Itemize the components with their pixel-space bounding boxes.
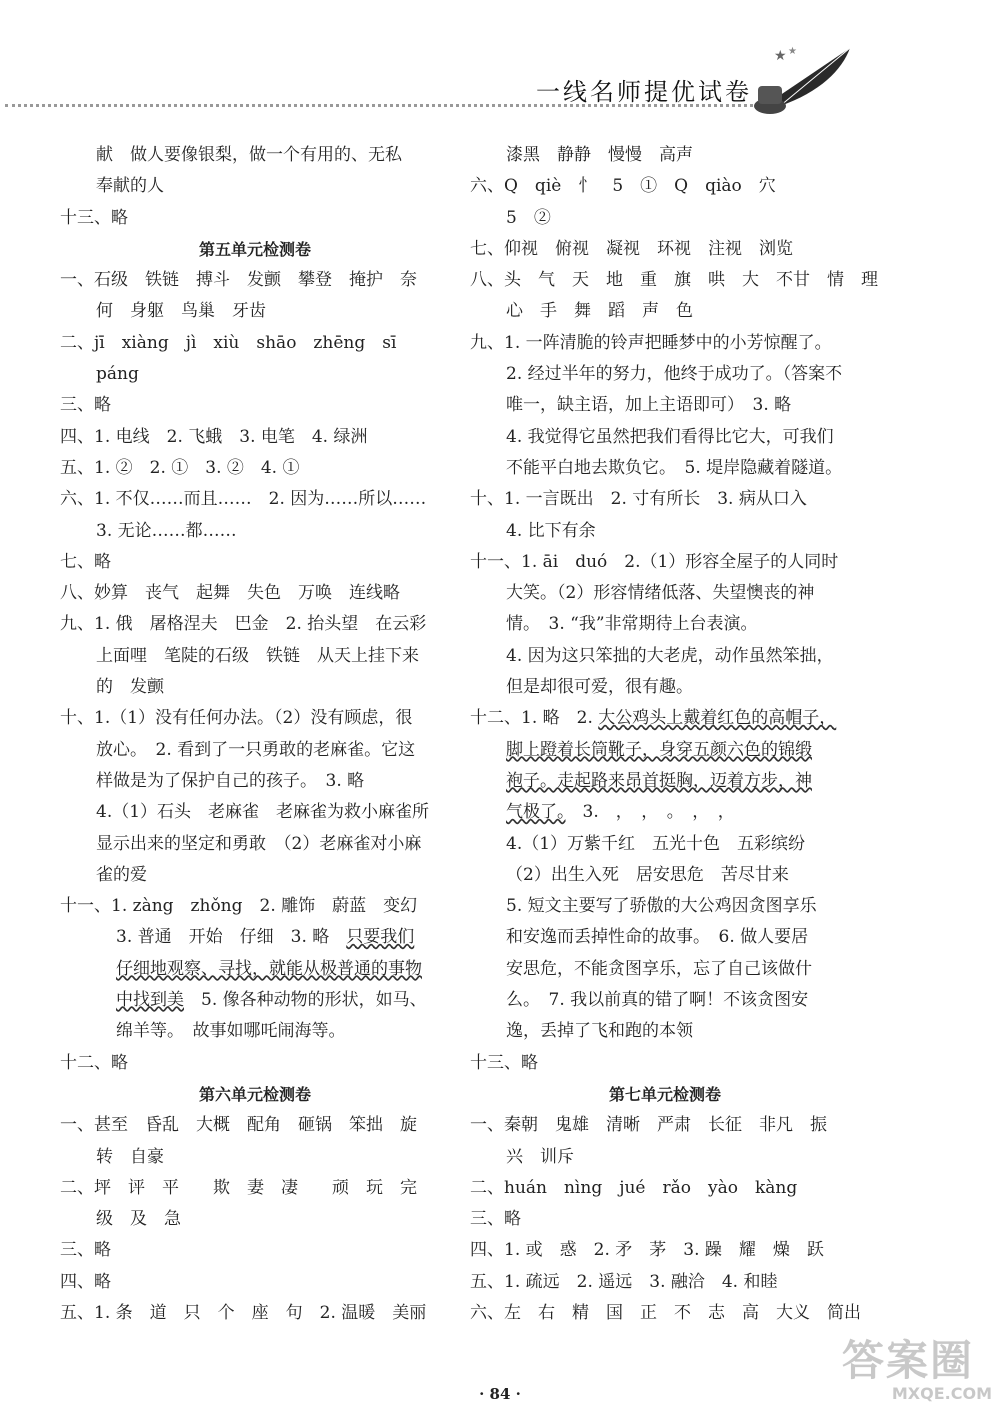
answer-text: 上面哩 笔陡的石级 铁链 从天上挂下来 [96,645,419,666]
answer-line [60,735,450,766]
answer-text: 级 及 急 [96,1209,181,1230]
answer-line [60,985,450,1016]
answer-line [60,1110,450,1141]
answer-text: 九、1. 一阵清脆的铃声把睡梦中的小芳惊醒了。 [470,332,832,353]
answer-line [60,328,450,359]
answer-text: 五、1. 条 道 只 个 座 句 2. 温暖 美丽 [60,1302,427,1323]
underlined-text: 气极了。 [506,802,566,823]
answer-text: 兴 训斥 [506,1146,574,1167]
answer-line [60,641,450,672]
answer-line [60,1235,450,1266]
answer-line [470,985,860,1016]
watermark [842,1338,992,1410]
section-heading [60,234,450,265]
section-heading [470,1079,860,1110]
watermark-main: 答案圈 [842,1336,975,1385]
answer-line [470,359,860,390]
answer-text: 八、妙算 丧气 起舞 失色 万唤 连线略 [60,583,400,604]
answer-text: 4. 比下有余 [506,520,596,541]
answer-line [60,359,450,390]
answer-line [60,1142,450,1173]
answer-line [470,422,860,453]
answer-text: páng [96,364,139,385]
answer-text: 十三、略 [60,207,128,228]
answer-line [60,954,450,985]
answer-text: 一、石级 铁链 搏斗 发颤 攀登 掩护 奈 [60,270,417,291]
underlined-text: 中找到美 [116,990,184,1011]
answer-text: 逸，丢掉了飞和跑的本领 [506,1021,693,1042]
answer-text: 四、1. 电线 2. 飞蛾 3. 电笔 4. 绿洲 [60,426,368,447]
page-header [0,0,1000,120]
answer-line [470,203,860,234]
answer-line [470,1110,860,1141]
answer-text: 4.（1）万紫千红 五光十色 五彩缤纷 [506,833,806,854]
answer-text: 七、略 [60,551,111,572]
answer-text: 八、头 气 天 地 重 旗 哄 大 不甘 情 理 [470,270,878,291]
answer-text: 不能平白地去欺负它。 5. 堤岸隐藏着隧道。 [506,457,843,478]
page-number: · 84 · [479,1385,521,1403]
answer-text: 5 ② [506,207,551,228]
answer-line [60,1204,450,1235]
answer-line [470,703,860,734]
answer-line [470,1142,860,1173]
answer-text: 十二、1. 略 2. [470,708,599,729]
answer-line [470,1267,860,1298]
answer-line [60,672,450,703]
answer-text: 十、1. 一言既出 2. 寸有所长 3. 病从口入 [470,489,807,510]
answer-text: 3. 普通 开始 仔细 3. 略 [116,927,347,948]
answer-line [470,860,860,891]
answer-text: 情。 3. “我”非常期待上台表演。 [506,614,758,635]
answer-text: 何 身躯 鸟巢 牙齿 [96,301,266,322]
underlined-text: 只要我们 [346,927,415,948]
answer-text: 四、略 [60,1271,111,1292]
answer-text: 第五单元检测卷 [198,239,311,259]
answer-text: 二、huán nìng jué rǎo yào kàng [470,1177,798,1198]
answer-line [470,484,860,515]
answer-text: 五、1. ② 2. ① 3. ② 4. ① [60,457,300,478]
svg-text:★: ★ [788,46,797,57]
answer-line [470,1298,860,1329]
answer-line [470,328,860,359]
answer-line [470,578,860,609]
answer-text: 第六单元检测卷 [198,1084,311,1104]
answer-text: 一、甚至 昏乱 大概 配角 砸锅 笨拙 旋 [60,1115,417,1136]
answer-line [470,1016,860,1047]
answer-text: 3. 无论……都…… [96,520,237,541]
answer-line [470,390,860,421]
quill-pen-icon [750,40,860,120]
underlined-text: 大公鸡头上戴着红色的高帽子， [598,708,837,729]
answer-text: 显示出来的坚定和勇敢 （2）老麻雀对小麻 [96,833,422,854]
answer-text: 5. 短文主要写了骄傲的大公鸡因贪图享乐 [506,896,817,917]
answer-text: 但是却很可爱，很有趣。 [506,677,693,698]
answer-line [60,797,450,828]
answer-line [470,641,860,672]
answer-line [470,891,860,922]
answer-text: 3. ， ， 。 ， ， [565,802,735,823]
answer-line [60,1016,450,1047]
answer-line [60,203,450,234]
answer-line [470,516,860,547]
section-heading [60,1079,450,1110]
answer-text: 雀的爱 [96,864,147,885]
answer-text: 十三、略 [470,1052,538,1073]
answer-text: 4.（1）石头 老麻雀 老麻雀为救小麻雀所 [96,802,430,823]
answer-text: 七、仰视 俯视 凝视 环视 注视 浏览 [470,238,793,259]
answer-text: 么。 7. 我以前真的错了啊！不该贪图安 [506,990,809,1011]
answer-line [60,1298,450,1329]
answer-text: 六、Q qiè 忄 5 ① Q qiào 穴 [470,176,776,197]
header-title: 一线名师提优试卷 [536,78,752,106]
answer-text: 大笑。（2）形容情绪低落、失望懊丧的神 [506,583,815,604]
answer-text: 安思危，不能贪图享乐，忘了自己该做什 [506,958,812,979]
answer-text: 五、1. 疏远 2. 遥远 3. 融洽 4. 和睦 [470,1271,778,1292]
answer-text: 十二、略 [60,1052,128,1073]
answer-text: 十一、1. āi duó 2.（1）形容全屋子的人同时 [470,551,839,572]
answer-line [60,484,450,515]
underlined-text: 脚上蹬着长筒靴子，身穿五颜六色的锦缎 [506,739,812,760]
answer-line [60,860,450,891]
underlined-text: 袍子。走起路来昂首挺胸，迈着方步，神 [506,770,812,791]
answer-line [60,891,450,922]
answer-line [470,1235,860,1266]
answer-line [470,829,860,860]
answer-text: 二、jī xiàng jì xiù shāo zhēng sī [60,332,397,353]
answer-line [470,735,860,766]
answer-line [470,797,860,828]
answer-text: 样做是为了保护自己的孩子。 3. 略 [96,770,365,791]
answer-line [60,766,450,797]
answer-line [470,766,860,797]
answer-line [470,140,860,171]
answer-line [60,171,450,202]
answer-line [60,703,450,734]
answer-line [470,954,860,985]
answer-line [60,516,450,547]
right-column [470,140,878,1329]
answer-text: 三、略 [470,1209,521,1230]
answer-text: 二、坪 评 平 欺 妻 凄 顽 玩 完 [60,1177,417,1198]
left-column [60,140,450,1329]
answer-text: 六、1. 不仅……而且…… 2. 因为……所以…… [60,489,427,510]
answer-line [470,234,860,265]
answer-line [60,829,450,860]
answer-text: 的 发颤 [96,677,164,698]
answer-line [470,1173,860,1204]
answer-text: 绵羊等。 故事如哪吒闹海等。 [116,1021,346,1042]
answer-line [470,609,860,640]
answer-text: 奉献的人 [96,176,164,197]
answer-text: 献 做人要像银梨，做一个有用的、无私 [96,145,402,165]
answer-line [60,578,450,609]
watermark-sub: MXQE.COM [891,1384,992,1403]
answer-line [470,453,860,484]
answer-line [60,453,450,484]
answer-text: 转 自豪 [96,1146,164,1167]
answer-text: 十一、1. zàng zhǒng 2. 雕饰 蔚蓝 变幻 [60,896,418,917]
answer-line [60,422,450,453]
answer-text: 六、左 右 精 国 正 不 志 高 大义 简出 [470,1302,861,1323]
answer-line [470,1048,860,1079]
answer-text: 漆黑 静静 慢慢 高声 [506,145,693,165]
answer-text: 三、略 [60,1240,111,1261]
answer-text: 放心。 2. 看到了一只勇敢的老麻雀。它这 [96,739,416,760]
answer-line [470,1204,860,1235]
answer-line [60,390,450,421]
answer-line [60,296,450,327]
answer-text: 唯一，缺主语，加上主语即可） 3. 略 [506,395,792,416]
answer-text: 4. 因为这只笨拙的大老虎，动作虽然笨拙， [506,645,834,666]
answer-line [470,265,878,296]
answer-line [60,1048,450,1079]
answer-line [60,609,450,640]
answer-text: 十、1.（1）没有任何办法。（2）没有顾虑，很 [60,708,413,729]
svg-text:★: ★ [774,48,787,64]
answer-text: 三、略 [60,395,111,416]
answer-line [60,1267,450,1298]
answer-line [470,922,860,953]
answer-text: （2）出生入死 居安思危 苦尽甘来 [506,864,789,885]
answer-line [60,140,450,171]
answer-line [470,296,860,327]
answer-text: 2. 经过半年的努力，他终于成功了。（答案不 [506,364,843,385]
answer-line [470,672,860,703]
answer-text: 九、1. 俄 屠格涅夫 巴金 2. 抬头望 在云彩 [60,614,427,635]
answer-text: 4. 我觉得它虽然把我们看得比它大，可我们 [506,426,834,447]
answer-line [60,265,450,296]
answer-line [470,547,860,578]
answer-text: 四、1. 或 惑 2. 矛 茅 3. 躁 耀 燥 跃 [470,1240,824,1261]
answer-text: 和安逸而丢掉性命的故事。 6. 做人要居 [506,927,809,948]
underlined-text: 仔细地观察、寻找，就能从极普通的事物 [116,958,422,979]
answer-text: 5. 像各种动物的形状，如马、 [184,990,427,1011]
answer-line [60,922,450,953]
answer-text: 一、秦朝 鬼雄 清晰 严肃 长征 非凡 振 [470,1115,827,1136]
answer-line [60,547,450,578]
answer-line [60,1173,450,1204]
answer-text: 第七单元检测卷 [608,1084,721,1104]
answer-text: 心 手 舞 蹈 声 色 [506,301,693,322]
answer-line [470,171,860,202]
